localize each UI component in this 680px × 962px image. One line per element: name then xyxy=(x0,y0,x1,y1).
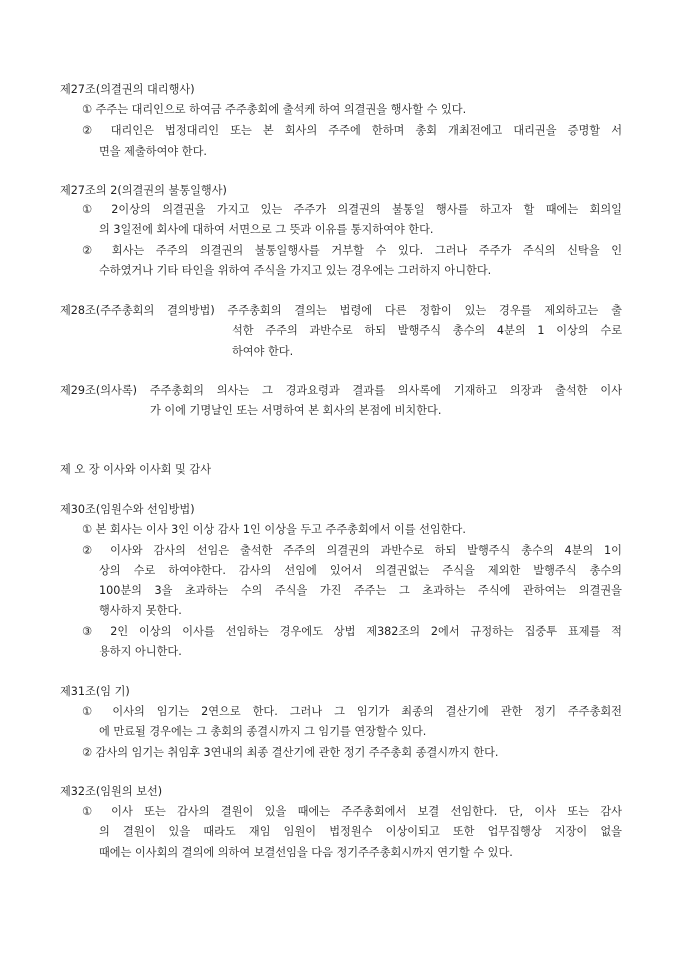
article-29-line-1: 제29조(의사록) 주주총회의 의사는 그 경과요령과 결과를 의사록에 기재하고 의장과 출석한 이사 xyxy=(60,384,622,397)
article-32-para-1-line-3: 때에는 이사회의 결의에 의하여 보결선임을 다음 정기주주총회시까지 연기할 수 있다. xyxy=(99,846,513,859)
article-30-para-3-line-1: ③ 2인 이상의 이사를 선임하는 경우에도 상법 제382조의 2에서 규정하는 집중투 표제를 적 xyxy=(82,625,622,638)
article-28-line-3: 하여야 한다. xyxy=(232,345,294,358)
article-27-title: 제27조(의결권의 대리행사) xyxy=(60,83,195,96)
article-32-para-1-line-2: 의 결원이 있을 때라도 재임 임원이 법정원수 이상이되고 또한 업무집행상 지장이 없을 xyxy=(99,825,622,838)
article-30-para-2-line-3: 100분의 3을 초과하는 수의 주식을 가진 주주는 그 초과하는 주식에 관하여는 의결권을 xyxy=(99,584,622,597)
article-32-para-1-line-1: ① 이사 또는 감사의 결원이 있을 때에는 주주총회에서 보결 선임한다. 단, 이사 또는 감사 xyxy=(82,805,622,818)
article-27-2-title: 제27조의 2(의결권의 불통일행사) xyxy=(60,184,227,197)
article-27-2-para-1-line-2: 의 3일전에 회사에 대하여 서면으로 그 뜻과 이유를 통지하여야 한다. xyxy=(99,223,434,236)
article-31-title: 제31조(임 기) xyxy=(60,685,130,698)
article-30-para-2-line-2: 상의 수로 하여야한다. 감사의 선임에 있어서 의결권없는 주식을 제외한 발행주식 총수의 xyxy=(99,564,622,577)
chapter-5-heading: 제 오 장 이사와 이사회 및 감사 xyxy=(60,463,212,476)
article-30-para-1: ① 본 회사는 이사 3인 이상 감사 1인 이상을 두고 주주총회에서 이를 선임한다. xyxy=(82,523,466,536)
article-29-line-2: 가 이에 기명날인 또는 서명하여 본 회사의 본점에 비치한다. xyxy=(150,404,442,417)
article-27-para-2-line-2: 면을 제출하여야 한다. xyxy=(99,145,207,158)
article-30-para-2-line-4: 행사하지 못한다. xyxy=(99,604,182,617)
article-27-2-para-1-line-1: ① 2이상의 의결권을 가지고 있는 주주가 의결권의 불통일 행사를 하고자 할 때에는 회의일 xyxy=(82,203,622,216)
article-28-line-2: 석한 주주의 과반수로 하되 발행주식 총수의 4분의 1 이상의 수로 xyxy=(232,324,622,337)
article-27-para-2-line-1: ② 대리인은 법정대리인 또는 본 회사의 주주에 한하며 총회 개최전에고 대리권을 증명할 서 xyxy=(82,124,622,137)
article-30-para-3-line-2: 용하지 아니한다. xyxy=(99,645,182,658)
article-27-2-para-2-line-1: ② 회사는 주주의 의결권의 불통일행사를 거부할 수 있다. 그러나 주주가 주식의 신탁을 인 xyxy=(82,244,622,257)
article-31-para-2: ② 감사의 임기는 취임후 3연내의 최종 결산기에 관한 정기 주주총회 종결시까지 한다. xyxy=(82,746,499,759)
article-31-para-1-line-1: ① 이사의 임기는 2연으로 한다. 그러나 그 임기가 최종의 결산기에 관한 정기 주주총회전 xyxy=(82,705,622,718)
article-28-line-1: 제28조(주주총회의 결의방법) 주주총회의 결의는 법령에 다른 정함이 있는 경우를 제외하고는 출 xyxy=(60,304,622,317)
article-31-para-1-line-2: 에 만료될 경우에는 그 총회의 종결시까지 그 임기를 연장할수 있다. xyxy=(99,725,427,738)
article-27-2-para-2-line-2: 수하였거나 기타 타인을 위하여 주식을 가지고 있는 경우에는 그러하지 아니한다. xyxy=(99,264,492,277)
article-32-title: 제32조(임원의 보선) xyxy=(60,785,163,798)
article-30-para-2-line-1: ② 이사와 감사의 선임은 출석한 주주의 의결권의 과반수로 하되 발행주식 총수의 4분의 1이 xyxy=(82,544,622,557)
article-27-para-1: ① 주주는 대리인으로 하여금 주주총회에 출석케 하여 의결권을 행사할 수 있다. xyxy=(82,103,467,116)
article-30-title: 제30조(임원수와 선임방법) xyxy=(60,503,195,516)
